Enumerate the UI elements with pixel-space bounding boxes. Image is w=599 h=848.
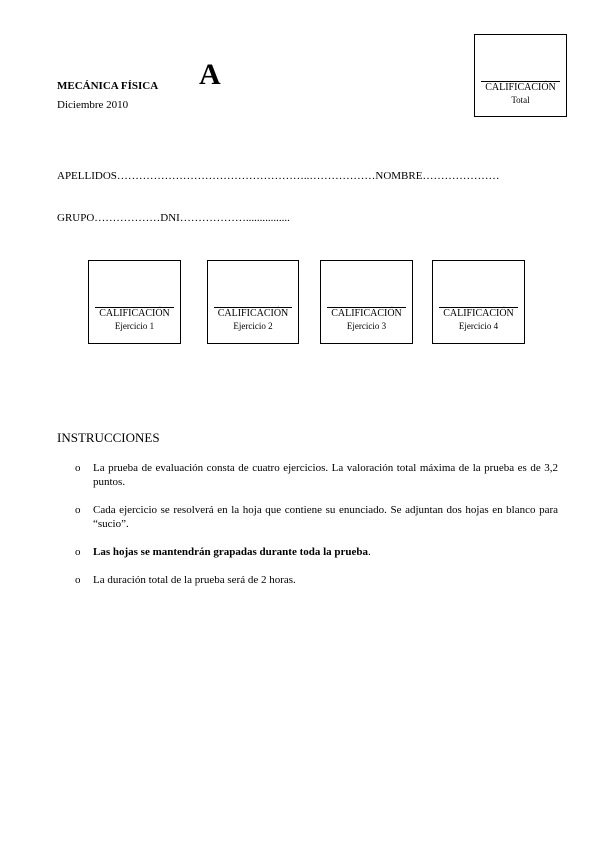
course-title: MECÁNICA FÍSICA bbox=[57, 80, 159, 92]
bullet-icon: o bbox=[75, 574, 81, 586]
bullet-icon: o bbox=[75, 462, 81, 474]
exercise-2-grade-box[interactable] bbox=[207, 260, 299, 344]
grade-sublabel: Ejercicio 3 bbox=[346, 321, 387, 331]
bullet-icon: o bbox=[75, 546, 81, 558]
grade-label: CALIFICACIÓN bbox=[99, 308, 170, 319]
total-grade-box[interactable] bbox=[474, 34, 567, 117]
instructions-title: INSTRUCCIONES bbox=[57, 430, 160, 445]
bullet-icon: o bbox=[75, 504, 81, 516]
grade-sublabel: Ejercicio 4 bbox=[458, 321, 499, 331]
instruction-text: La duración total de la prueba será de 2 horas. bbox=[93, 574, 296, 586]
exercise-4-grade-box[interactable] bbox=[432, 260, 525, 344]
grade-label: CALIFICACIÓN bbox=[485, 82, 556, 93]
exam-date: Diciembre 2010 bbox=[57, 99, 129, 111]
instruction-text-bold: Las hojas se mantendrán grapadas durante toda la prueba bbox=[93, 546, 369, 558]
list-item bbox=[75, 573, 558, 587]
grade-label: CALIFICACIÓN bbox=[331, 308, 402, 319]
grade-sublabel: Ejercicio 2 bbox=[233, 321, 273, 331]
list-item bbox=[75, 461, 558, 489]
instruction-text: La prueba de evaluación consta de cuatro ejercicios. La valoración total máxima de la prueba es de 3,2 puntos. bbox=[93, 462, 558, 488]
grade-sublabel: Ejercicio 1 bbox=[114, 321, 155, 331]
grade-label: CALIFICACIÓN bbox=[443, 308, 514, 319]
instructions-list bbox=[75, 461, 558, 601]
name-fields-line[interactable]: APELLIDOS……………………………………………..………………NOMBRE………………… bbox=[57, 170, 500, 182]
exam-variant: A bbox=[199, 58, 221, 91]
group-dni-fields-line[interactable]: GRUPO………………DNI………………................ bbox=[57, 212, 290, 224]
exercise-1-grade-box[interactable] bbox=[88, 260, 181, 344]
list-item bbox=[75, 503, 558, 531]
instruction-text: Cada ejercicio se resolverá en la hoja que contiene su enunciado. Se adjuntan dos hojas en blanco para “sucio”. bbox=[93, 504, 558, 530]
exercise-3-grade-box[interactable] bbox=[320, 260, 413, 344]
instruction-text: . bbox=[368, 546, 371, 558]
grade-sublabel: Total bbox=[511, 95, 530, 105]
grade-label: CALIFICACIÓN bbox=[217, 308, 289, 319]
list-item bbox=[75, 545, 558, 559]
